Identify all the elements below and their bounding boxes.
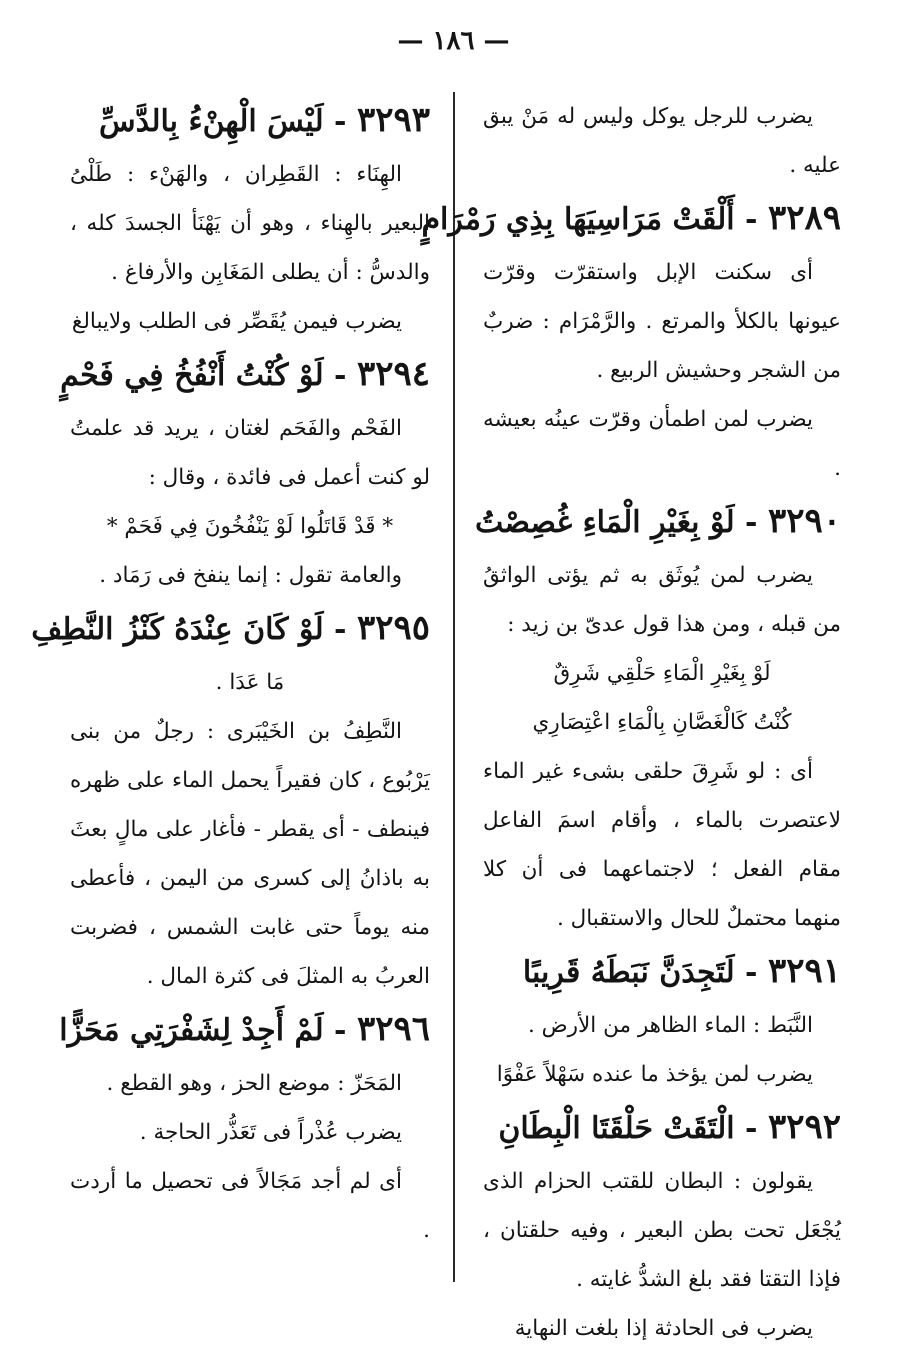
proverb-heading (70, 92, 430, 150)
proverb-title: لَوْ بِغَيْرِ الْمَاءِ غُصِصْتُ (474, 505, 735, 540)
proverb-title: لَوْ كُنْتُ أَنْفُخُ فِي فَحْمٍ (60, 358, 324, 393)
proverb-number: ٣٢٨٩ (767, 198, 841, 238)
proverb-number: ٣٢٩٣ (356, 100, 430, 140)
heading-dash: - (734, 505, 768, 540)
paragraph: يضرب فيمن يُقَصِّر فى الطلب ولايبالغ (71, 309, 402, 334)
proverb-heading (31, 600, 430, 658)
paragraph: الهِنَاء : القَطِران ، والهَنْء : طَلْىُ البعير بالهِناء ، وهو أن يَهْنَأ الجسدَ كله ، والدسُّ : أن يطلى المَغَابِن والأرفاغ . (70, 162, 430, 285)
paragraph: يضرب فى الحادثة إذا بلغت النهاية (514, 1316, 813, 1341)
heading-dash: - (734, 202, 768, 237)
paragraph: النَّبَط : الماء الظاهر من الأرض . (527, 1013, 813, 1038)
left-column (31, 92, 430, 1255)
heading-dash: - (323, 358, 357, 393)
paragraph: المَحَزّ : موضع الحز ، وهو القطع . (106, 1071, 402, 1096)
proverb-heading (474, 493, 841, 551)
proverb-heading (59, 1001, 430, 1059)
heading-dash: - (323, 1013, 357, 1048)
paragraph: يضرب للرجل يوكل وليس له مَنْ يبق عليه . (483, 104, 841, 178)
paragraph: والعامة تقول : إنما ينفخ فى رَمَاد . (99, 563, 402, 588)
verse-line: مَا عَدَا . (215, 670, 285, 695)
paragraph: أى سكنت الإبل واستقرّت وقرّت عيونها بالكلأ والمرتع . والرَّمْرَام : ضربٌ من الشجر وحشيش الربيع . (483, 260, 841, 383)
heading-dash: - (323, 612, 357, 647)
proverb-title: لَتَجِدَنَّ نَبَطَهُ قَرِيبًا (522, 955, 735, 990)
proverb-title: لَمْ أَجِدْ لِشَفْرَتِي مَحَزًّا (59, 1013, 324, 1048)
proverb-title: أَلْقَتْ مَرَاسِيَهَا بِذِي رَمْرَامٍ (421, 202, 735, 237)
paragraph: يضرب عُذْراً فى تَعَذُّر الحاجة . (139, 1120, 402, 1145)
proverb-title: لَوْ كَانَ عِنْدَهُ كَنْزُ النَّطِفِ (31, 612, 324, 647)
paragraph: يضرب لمن يؤخذ ما عنده سَهْلاً عَفْوًا (496, 1062, 813, 1087)
heading-dash: - (734, 955, 768, 990)
paragraph: الفَحْم والفَحَم لغتان ، يريد قد علمتُ لو كنت أعمل فى فائدة ، وقال : (70, 416, 430, 490)
proverb-heading (421, 190, 841, 248)
heading-dash: - (734, 1111, 768, 1146)
heading-dash: - (323, 104, 357, 139)
proverb-title: الْتَقَتْ حَلْقَتَا الْبِطَانِ (498, 1111, 735, 1146)
proverb-heading (483, 1099, 841, 1157)
proverb-heading (60, 346, 430, 404)
proverb-number: ٣٢٩٤ (356, 354, 430, 394)
paragraph: أى : لو شَرِقَ حلقى بشىء غير الماء لاعتصرت بالماء ، وأقام اسمَ الفاعل مقام الفعل ؛ لاجتماعهما فى أن كلا منهما محتملٌ للحال والاستقبال . (483, 759, 841, 931)
verse-line: لَوْ بِغَيْرِ الْمَاءِ حَلْقِي شَرِقٌ (553, 661, 771, 686)
paragraph: أى لم أجد مَجَالاً فى تحصيل ما أردت . (70, 1169, 430, 1243)
proverb-number: ٣٢٩٢ (767, 1107, 841, 1147)
column-divider (453, 92, 455, 1282)
proverb-number: ٣٢٩٦ (356, 1009, 430, 1049)
proverb-number: ٣٢٩٠ (767, 501, 841, 541)
right-column (421, 92, 841, 1353)
paragraph: النَّطِفُ بن الخَيْبَرى : رجلٌ من بنى يَرْبُوع ، كان فقيراً يحمل الماء على ظهره فينطف - أى يقطر - فأغار على مالٍ بعثَ به باذانُ إلى كسرى من اليمن ، فأعطى منه يوماً حتى غابت الشمس ، فضربت العربُ به المثلَ فى كثرة المال . (70, 719, 430, 989)
page-number: — ١٨٦ — (397, 26, 510, 56)
paragraph: يضرب لمن اطمأن وقرّت عينُه بعيشه . (483, 407, 841, 481)
proverb-number: ٣٢٩١ (767, 951, 841, 991)
proverb-title: لَيْسَ الْهِنْءُ بِالدَّسِّ (99, 104, 324, 139)
paragraph: يضرب لمن يُوثَق به ثم يؤتى الواثقُ من قبله ، ومن هذا قول عدىّ بن زيد : (483, 563, 841, 637)
paragraph: يقولون : البطان للقتب الحزام الذى يُجْعَل تحت بطن البعير ، وفيه حلقتان ، فإذا التقتا فقد بلغ الشدُّ غايته . (483, 1169, 841, 1292)
verse-line: كُنْتُ كَالْغَصَّانِ بِالْمَاءِ اعْتِصَارِي (532, 710, 792, 735)
verse-line: * قَدْ قَاتَلُوا لَوْ يَنْفُخُونَ فِي فَحَمْ * (106, 514, 394, 539)
proverb-number: ٣٢٩٥ (356, 608, 430, 648)
proverb-heading (483, 943, 841, 1001)
